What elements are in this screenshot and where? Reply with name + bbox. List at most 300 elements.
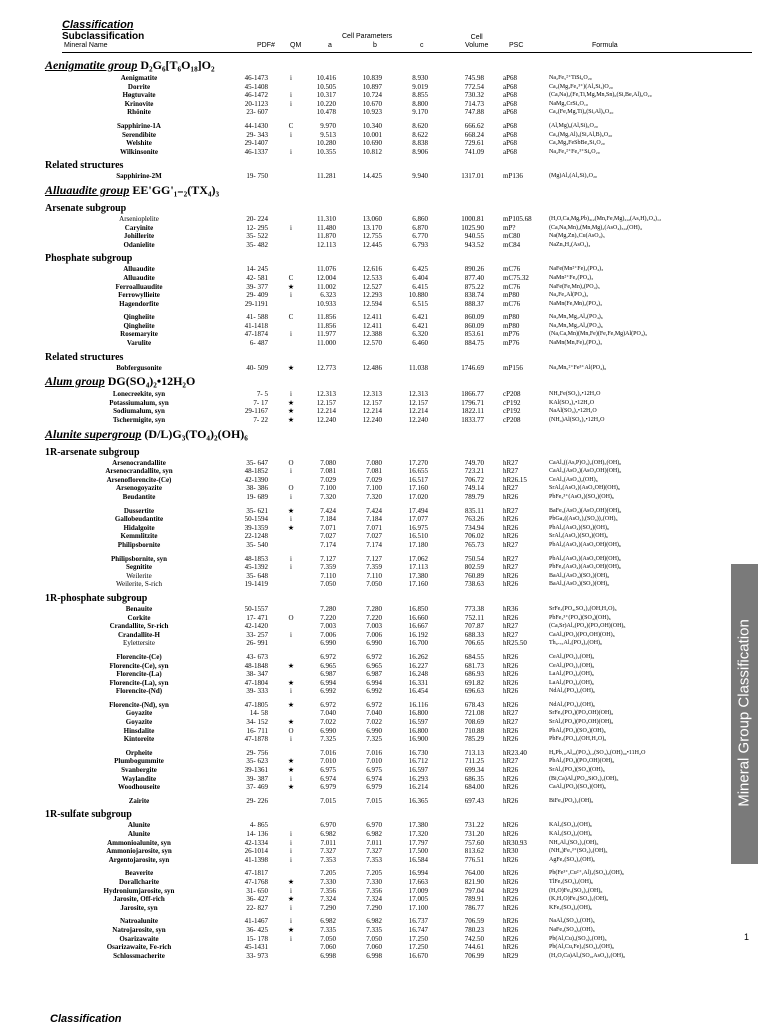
cell-c: 16.730 — [408, 748, 428, 757]
table-row — [0, 100, 725, 109]
cell-volume: 708.69 — [464, 718, 484, 727]
cell-a: 7.205 — [320, 869, 336, 878]
cell-volume: 1317.01 — [461, 172, 484, 181]
cell-volume: 684.55 — [464, 652, 484, 661]
pdf-number: 45-1392 — [244, 563, 268, 572]
pearson-symbol: hR23.40 — [503, 748, 527, 757]
pearson-symbol: aP68 — [503, 130, 517, 139]
formula: KAl₃(SO₄)₂(OH)₆ — [549, 822, 593, 829]
qm-column-heading: QM — [290, 42, 302, 49]
cell-c: 17.062 — [408, 554, 428, 563]
mineral-name: Lonecreekite, syn — [112, 390, 166, 399]
pearson-symbol: mP156 — [503, 363, 523, 372]
cell-c: 17.270 — [408, 458, 428, 467]
cell-volume: 776.51 — [464, 855, 484, 864]
cell-a: 12.773 — [316, 363, 336, 372]
cell-c: 17.500 — [408, 847, 428, 856]
mineral-name: Alunite — [127, 821, 151, 830]
cell-a: 7.290 — [320, 903, 336, 912]
pdf-number: 41-1398 — [244, 855, 268, 864]
cell-b: 12.527 — [362, 282, 382, 291]
cell-b: 12.388 — [362, 330, 382, 339]
cell-b: 7.003 — [366, 622, 382, 631]
cell-a: 7.011 — [320, 838, 336, 847]
mineral-name: Zairite — [128, 796, 150, 805]
cell-volume: 713.13 — [464, 748, 484, 757]
formula: NaAl(SO₄)₂•12H₂O — [549, 408, 597, 415]
table-row — [0, 935, 725, 944]
formula: CaAl₃(AsO₄)(AsO₃OH)(OH)₆ — [549, 468, 622, 475]
table-row — [0, 797, 725, 806]
cell-c: 17.380 — [408, 571, 428, 580]
cell-b: 10.340 — [362, 121, 382, 130]
table-row — [0, 757, 725, 766]
cell-c: 16.517 — [408, 475, 428, 484]
cell-b: 7.050 — [366, 934, 382, 943]
pdf-number: 44-1430 — [244, 121, 268, 130]
table-row — [0, 952, 725, 961]
cell-b: 10.724 — [362, 91, 382, 100]
cell-b: 7.324 — [366, 895, 382, 904]
pearson-symbol: aP68 — [503, 139, 517, 148]
cell-c: 17.797 — [408, 838, 428, 847]
cell-a: 6.992 — [320, 687, 336, 696]
mineral-name: Odanielite — [123, 240, 155, 249]
table-row — [0, 904, 725, 913]
cell-b: 12.486 — [362, 363, 382, 372]
table-row — [0, 605, 725, 614]
formula: SrAl₃(AsO₄)(SO₄)(OH)₆ — [549, 533, 609, 540]
table-row — [0, 709, 725, 718]
quality-mark: O — [288, 484, 294, 493]
pearson-symbol: hR26 — [503, 821, 519, 830]
table-row — [0, 563, 725, 572]
table-row — [0, 74, 725, 83]
cell-b: 12.570 — [362, 339, 382, 348]
cell-b: 7.015 — [366, 796, 382, 805]
pearson-symbol: mC75.32 — [503, 273, 529, 282]
formula: Pb(Al,Cu)₃(SO₄)₂(OH)₆ — [549, 935, 607, 942]
formula: BaAl₃(AsO₄)(SO₄)(OH)₆ — [549, 581, 610, 588]
cell-b: 7.356 — [366, 886, 382, 895]
pdf-number: 50-1594 — [244, 515, 268, 524]
table-row — [0, 300, 725, 309]
group-name: Alluaudite group — [45, 182, 130, 197]
pearson-symbol: hR26 — [503, 493, 519, 501]
cell-a: 9.513 — [320, 130, 336, 139]
cell-b: 7.127 — [366, 554, 382, 563]
cell-c: 17.020 — [408, 493, 428, 501]
cell-a: 6.965 — [320, 661, 336, 670]
cell-b: 12.616 — [362, 265, 382, 274]
cell-c: 16.700 — [408, 639, 428, 648]
formula: NaFe(Fe,Mn)₂(PO₄)₃ — [549, 283, 600, 290]
cell-c: 16.510 — [408, 532, 428, 541]
quality-mark: ★ — [287, 416, 295, 425]
formula: Ca₂(Mg₂Fe₄³⁺)(Al₄Si₂)O₂₀ — [549, 83, 613, 90]
pearson-symbol: hR27 — [503, 467, 519, 476]
cell-a: 11.856 — [317, 313, 336, 322]
cell-a: 7.010 — [320, 757, 336, 766]
quality-mark: i — [290, 330, 292, 339]
pdf-number: 47-1804 — [244, 678, 268, 687]
psc-column-heading: PSC — [509, 42, 524, 49]
table-row — [0, 364, 725, 373]
quality-mark: i — [290, 147, 292, 156]
mineral-name-heading: Mineral Name — [64, 42, 108, 49]
cell-c: 16.192 — [408, 630, 428, 639]
pearson-symbol: hR26 — [503, 613, 519, 622]
pdf-number: 20-1123 — [244, 99, 268, 108]
pdf-number: 35- 648 — [246, 571, 268, 580]
pdf-number: 14- 58 — [249, 709, 268, 718]
cell-c: 17.180 — [408, 540, 428, 549]
mineral-name: Hidalgoite — [123, 523, 155, 532]
cell-b: 7.100 — [366, 484, 382, 493]
pearson-symbol: hR29 — [503, 951, 519, 960]
cell-volume: 749.14 — [464, 484, 484, 493]
pdf-number: 29- 409 — [246, 291, 268, 300]
group-formula: D₂G₆[T₆O₁₈]O₂ — [137, 58, 215, 72]
subgroup-title: Arsenate subgroup — [45, 202, 127, 214]
cell-volume: 785.29 — [464, 735, 484, 744]
pdf-number: 29-1407 — [244, 139, 268, 148]
pdf-number: 38- 347 — [246, 670, 268, 679]
cell-b: 7.080 — [366, 458, 382, 467]
cell-b: 7.029 — [366, 475, 382, 484]
cell-b: 12.157 — [362, 398, 382, 407]
cell-a: 10.220 — [316, 99, 336, 108]
cell-c: 16.365 — [408, 796, 428, 805]
formula: NaMn(Fe,Mn)₂(PO₄)₃ — [549, 300, 603, 307]
a-column-heading: a — [328, 42, 332, 49]
pdf-number: 38- 386 — [246, 484, 268, 493]
cell-a: 7.080 — [320, 458, 336, 467]
cell-volume: 853.61 — [464, 330, 484, 339]
pdf-number: 15- 178 — [246, 934, 268, 943]
cell-c: 16.116 — [409, 700, 428, 709]
formula: SrFe₃(PO₄)(PO₃OH)(OH)₆ — [549, 710, 614, 717]
cell-b: 10.001 — [362, 130, 382, 139]
table-row — [0, 614, 725, 623]
formula: CeAl₃(PO₄)₂(OH)₆ — [549, 662, 595, 669]
mineral-name: Arsenoflorencite-(Ce) — [106, 475, 172, 484]
formula: NdAl₃(PO₄)₂(OH)₆ — [549, 701, 596, 708]
cell-a: 7.022 — [320, 718, 336, 727]
table-row — [0, 670, 725, 679]
pdf-column-heading: PDF# — [257, 42, 275, 49]
cell-b: 7.330 — [366, 877, 382, 886]
cell-b: 6.994 — [366, 678, 382, 687]
formula: Na(Mg,Zn)₃Cu(AsO₄)₃ — [549, 233, 605, 240]
cell-volume: 730.32 — [464, 91, 484, 100]
table-row — [0, 775, 725, 784]
quality-mark: i — [290, 390, 292, 399]
pearson-symbol: hR26.15 — [503, 475, 527, 484]
cell-b: 6.990 — [366, 639, 382, 648]
quality-mark: ★ — [287, 877, 295, 886]
cell-volume: 797.04 — [464, 886, 484, 895]
formula: PbFe₃³⁺(PO₄)(SO₄)(OH)₆ — [549, 614, 611, 621]
cell-a: 6.974 — [320, 774, 336, 783]
cell-a: 7.320 — [320, 493, 336, 501]
table-row — [0, 493, 725, 502]
table-row — [0, 322, 725, 331]
pdf-number: 7- 17 — [253, 398, 268, 407]
cell-volume: 763.26 — [464, 515, 484, 524]
cell-volume: 943.52 — [464, 240, 484, 249]
mineral-name: Arsenogoyazite — [116, 484, 162, 493]
table-row — [0, 83, 725, 92]
pearson-symbol: hR26 — [503, 895, 519, 904]
formula: KAl₃(SO₄)₂(OH)₆ — [549, 831, 593, 837]
pearson-symbol: hR27 — [503, 709, 519, 718]
cell-c: 16.597 — [408, 718, 428, 727]
cell-a: 12.004 — [316, 273, 336, 282]
cell-volume: 884.75 — [464, 339, 484, 348]
formula: Pb(Fe³⁺,Cu²⁺,Al)₃(SO₄)₂(OH)₆ — [549, 870, 624, 877]
cell-volume: 789.79 — [464, 493, 484, 501]
mineral-name: Florencite-(Ce) — [116, 652, 162, 661]
pdf-number: 45-1431 — [244, 943, 268, 952]
pdf-number: 35- 621 — [246, 506, 268, 515]
cell-a: 11.002 — [317, 282, 336, 291]
mineral-name: Welshite — [126, 139, 152, 148]
pearson-symbol: cP208 — [503, 416, 521, 425]
cell-a: 7.327 — [320, 847, 336, 856]
cell-c: 16.597 — [408, 766, 428, 775]
cell-b: 6.965 — [366, 661, 382, 670]
cell-c: 16.747 — [408, 925, 428, 934]
cell-b: 7.320 — [366, 493, 382, 501]
cell-c: 12.157 — [408, 398, 428, 407]
table-row — [0, 839, 725, 848]
cell-b: 6.979 — [366, 783, 382, 792]
cell-b: 7.424 — [366, 506, 382, 515]
formula: Ca₂(Mg,Al)₆(Si,Al,B)₆O₂₀ — [549, 131, 613, 138]
formula: NaMn²⁺Fe₂(PO₄)₃ — [549, 274, 594, 281]
quality-mark: i — [290, 91, 292, 100]
cell-volume: 711.25 — [465, 757, 484, 766]
pearson-symbol: hR26 — [503, 783, 519, 792]
formula: PbAl₃(AsO₄)(SO₄)(OH)₆ — [549, 524, 610, 531]
cell-c: 17.494 — [408, 506, 428, 515]
table-row — [0, 330, 725, 339]
cell-b: 12.240 — [362, 416, 382, 425]
cell-b: 7.174 — [366, 540, 382, 549]
cell-a: 6.982 — [320, 830, 336, 838]
pdf-number: 46-1473 — [244, 74, 268, 82]
cell-volume: 742.50 — [464, 934, 484, 943]
formula: SrAl₃(PO₄)(SO₄)(OH)₆ — [549, 767, 605, 774]
quality-mark: ★ — [287, 678, 295, 687]
pearson-symbol: hR26 — [503, 855, 519, 864]
cell-a: 6.970 — [320, 821, 336, 830]
table-row — [0, 766, 725, 775]
mineral-name: Florencite-(Ce), syn — [109, 661, 169, 670]
mineral-name: Argentojarosite, syn — [108, 855, 170, 864]
cell-volume: 860.09 — [464, 313, 484, 322]
mineral-name: Sapphirine-2M — [116, 172, 162, 181]
cell-a: 11.856 — [317, 321, 336, 330]
quality-mark: i — [290, 563, 292, 572]
cell-b: 7.040 — [366, 709, 382, 718]
cell-volume: 734.94 — [464, 523, 484, 532]
mineral-name: Arsenocrandallite — [112, 458, 166, 467]
quality-mark: ★ — [287, 506, 295, 515]
quality-mark: ★ — [287, 925, 295, 934]
formula: (NH₄)Fe₃³⁺(SO₄)₂(OH)₆ — [549, 848, 608, 855]
cell-c: 16.667 — [408, 622, 428, 631]
formula: (Ca,Na)₂(Fe,Ti,Mg,Mn,Sn)₆(Si,Be,Al)₆O₂₀ — [549, 92, 652, 99]
cell-volume: 1000.81 — [461, 214, 484, 223]
group-name: Alunite supergroup — [45, 426, 142, 441]
pearson-symbol: hR26 — [503, 735, 519, 744]
mineral-name: Ammoniojarosite, syn — [106, 847, 172, 856]
quality-mark: i — [290, 99, 292, 108]
cell-c: 9.170 — [412, 108, 428, 117]
cell-volume: 707.87 — [464, 622, 484, 631]
cell-c: 16.712 — [408, 757, 428, 766]
mineral-name: Johillerite — [123, 232, 155, 241]
pearson-symbol: mC80 — [503, 232, 521, 241]
cell-b: 10.670 — [362, 99, 382, 108]
mineral-name: Crandallite, Sr-rich — [109, 622, 169, 631]
mineral-name: Potassiumalum, syn — [109, 398, 169, 407]
pearson-symbol: mP? — [503, 223, 516, 232]
pearson-symbol: hR26 — [503, 917, 519, 926]
cell-a: 6.975 — [320, 766, 336, 775]
formula: NH₄Al₃(SO₄)₂(OH)₆ — [549, 839, 599, 846]
table-row — [0, 878, 725, 887]
formula: Pb(Al,Cu,Fe)₃(SO₄)₂(OH)₆ — [549, 944, 615, 951]
cell-b: 13.170 — [362, 223, 382, 232]
pdf-number: 29-1167 — [244, 407, 268, 416]
cell-b: 7.359 — [366, 563, 382, 572]
pearson-symbol: hR26 — [503, 661, 519, 670]
mineral-name: Tschermigite, syn — [112, 416, 166, 425]
cell-volume: 877.40 — [464, 273, 484, 282]
table-row — [0, 416, 725, 425]
cell-a: 7.015 — [320, 796, 336, 805]
quality-mark: i — [290, 687, 292, 696]
table-row — [0, 727, 725, 736]
cell-b: 10.812 — [362, 147, 382, 156]
mineral-name: Beaverite — [124, 869, 154, 878]
cell-volume: 706.99 — [464, 951, 484, 960]
pdf-number: 48-1852 — [244, 467, 268, 476]
mineral-name: Goyazite — [125, 718, 153, 727]
group-title — [0, 58, 725, 74]
cell-c: 17.005 — [408, 895, 428, 904]
pdf-number: 19- 750 — [246, 172, 268, 181]
subgroup-title: 1R-arsenate subgroup — [45, 446, 140, 458]
table-row — [0, 572, 725, 581]
cell-volume: 1866.77 — [461, 390, 484, 399]
cell-c: 17.250 — [408, 943, 428, 952]
cell-c: 16.248 — [408, 670, 428, 679]
pdf-number: 22-1248 — [244, 532, 268, 541]
mineral-name: Crandallite-H — [118, 630, 160, 639]
quality-mark: i — [290, 903, 292, 912]
pearson-symbol: hR26 — [503, 726, 519, 735]
pdf-number: 14- 136 — [246, 830, 268, 838]
cell-volume: 890.26 — [464, 265, 484, 274]
cell-c: 16.900 — [408, 735, 428, 744]
cell-a: 7.330 — [320, 877, 336, 886]
table-row — [0, 241, 725, 250]
cell-c: 6.793 — [412, 240, 428, 249]
cell-c: 16.227 — [408, 661, 428, 670]
formula: LaAl₃(PO₄)₂(OH)₆ — [549, 671, 595, 678]
table-row — [0, 122, 725, 131]
mineral-name: Philipsbornite, syn — [110, 554, 167, 563]
table-row — [0, 622, 725, 631]
cell-a: 6.323 — [320, 291, 336, 300]
pearson-symbol: hR26 — [503, 678, 519, 687]
quality-mark: ★ — [287, 783, 295, 792]
table-row — [0, 869, 725, 878]
pearson-symbol: hR26 — [503, 934, 519, 943]
cell-a: 7.424 — [320, 506, 336, 515]
table-row — [0, 830, 725, 839]
cell-a: 10.933 — [316, 299, 336, 308]
cell-b: 6.998 — [366, 951, 382, 960]
pearson-symbol: hR27 — [503, 563, 519, 572]
pdf-number: 39-1361 — [244, 766, 268, 775]
cell-b: 7.071 — [366, 523, 382, 532]
mineral-name: Beudantite — [122, 493, 156, 501]
table-row — [0, 679, 725, 688]
formula: Na₂Mn₅²⁺Fe³⁺Al(PO₄)₆ — [549, 364, 607, 371]
pearson-symbol: hR30 — [503, 847, 519, 856]
cell-c: 16.660 — [408, 613, 428, 622]
cell-b: 10.690 — [362, 139, 382, 148]
mineral-name: Benauite — [125, 604, 153, 613]
pdf-number: 26- 991 — [246, 639, 268, 648]
cell-volume: 686.35 — [464, 774, 484, 783]
cell-b: 7.006 — [366, 630, 382, 639]
cell-b: 6.982 — [366, 830, 382, 838]
quality-mark: ★ — [287, 398, 295, 407]
quality-mark: i — [290, 855, 292, 864]
formula: PbFe₃(AsO₄)(AsO₃OH)(OH)₆ — [549, 564, 622, 571]
pearson-symbol: hR26 — [503, 830, 519, 838]
cell-c: 16.214 — [408, 783, 428, 792]
pdf-number: 26-1014 — [244, 847, 268, 856]
cell-volume: 699.34 — [464, 766, 484, 775]
cell-b: 6.970 — [366, 821, 382, 830]
quality-mark: O — [288, 458, 294, 467]
mineral-name: Schlossmacherite — [113, 951, 165, 960]
mineral-name: Osarizawaite — [119, 934, 159, 943]
cell-c: 16.454 — [408, 687, 428, 696]
cell-c: 6.320 — [412, 330, 428, 339]
pdf-number: 35- 522 — [246, 232, 268, 241]
cell-b: 13.060 — [362, 214, 382, 223]
cell-c: 8.906 — [412, 147, 428, 156]
pdf-number: 29-1191 — [244, 299, 268, 308]
pearson-symbol: hR27 — [503, 506, 519, 515]
cell-c: 16.670 — [408, 951, 428, 960]
mineral-name: Arsenioplelite — [119, 214, 159, 223]
group-title — [0, 427, 725, 443]
quality-mark: i — [290, 291, 292, 300]
cell-volume: 745.98 — [464, 74, 484, 82]
cell-a: 6.972 — [320, 700, 336, 709]
formula: CeAl₃(PO₄)₂(OH)₆ — [549, 653, 595, 660]
cell-b: 7.327 — [366, 847, 382, 856]
